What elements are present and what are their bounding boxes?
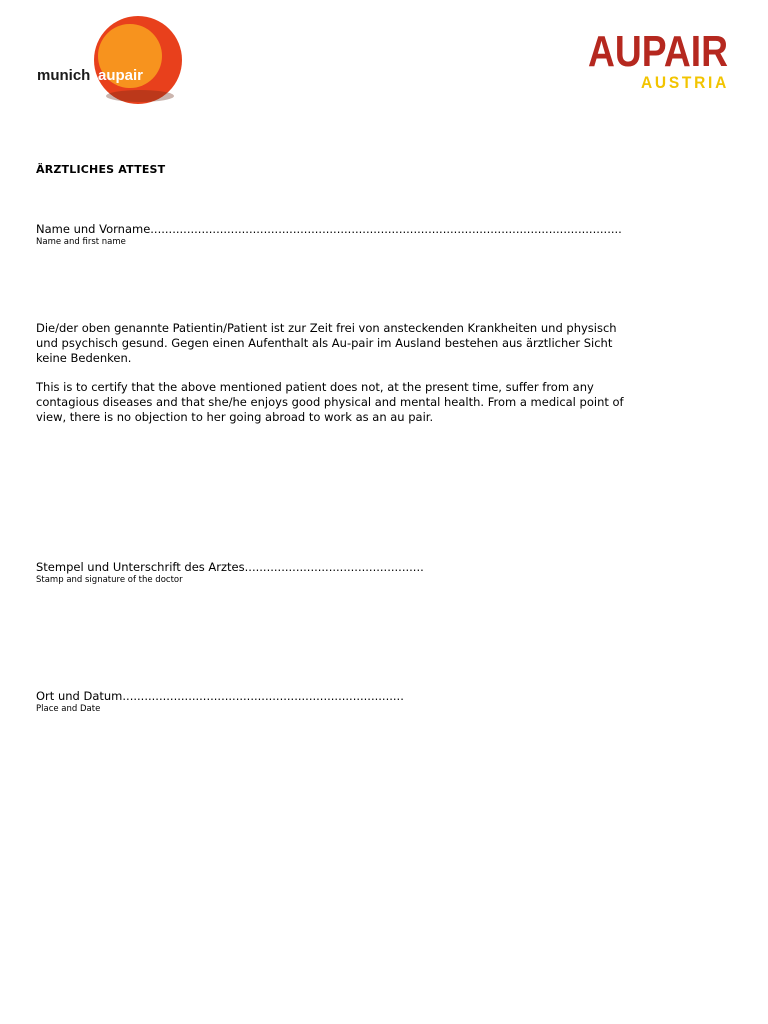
document-title: ÄRZTLICHES ATTEST	[36, 163, 166, 176]
signature-field-label: Stempel und Unterschrift des Arztes	[36, 560, 245, 574]
certificate-text-german: Die/der oben genannte Patientin/Patient ist zur Zeit frei von ansteckenden Krankheiten und physisch und psychisch gesund. Gegen einen Aufenthalt als Au-pair im Ausland bestehen aus ärztlicher Sicht keine Bedenken.	[36, 321, 617, 365]
name-field-sublabel: Name and first name	[36, 237, 126, 247]
name-field-dots: .................................................................................................................................	[150, 222, 622, 236]
certificate-text-english: This is to certify that the above mentioned patient does not, at the present time, suffer from any contagious diseases and that she/he enjoys good physical and mental health. From a medical point of view, there is no objection to her going abroad to work as an au pair.	[36, 380, 624, 424]
munich-aupair-logo	[36, 14, 188, 106]
place-date-field-sublabel: Place and Date	[36, 704, 101, 714]
name-field-label: Name und Vorname	[36, 222, 151, 236]
signature-field-line	[36, 560, 424, 574]
munich-aupair-logo-graphic	[36, 14, 188, 106]
aupair-austria-logo	[586, 16, 736, 92]
logo-word-austria: AUSTRIA	[641, 73, 729, 92]
logo-word-munich: munich	[37, 67, 91, 84]
name-field-line	[36, 222, 622, 236]
place-date-field-label: Ort und Datum	[36, 689, 123, 703]
place-date-field-dots: .............................................................................	[122, 689, 404, 703]
logo-word-aupair-red: AUPAIR	[588, 27, 728, 76]
place-date-field-line	[36, 689, 404, 703]
signature-field-sublabel: Stamp and signature of the doctor	[36, 575, 183, 585]
logo-word-aupair: aupair	[98, 67, 144, 84]
aupair-austria-logo-graphic	[586, 16, 736, 92]
signature-field-dots: .................................................	[244, 560, 424, 574]
